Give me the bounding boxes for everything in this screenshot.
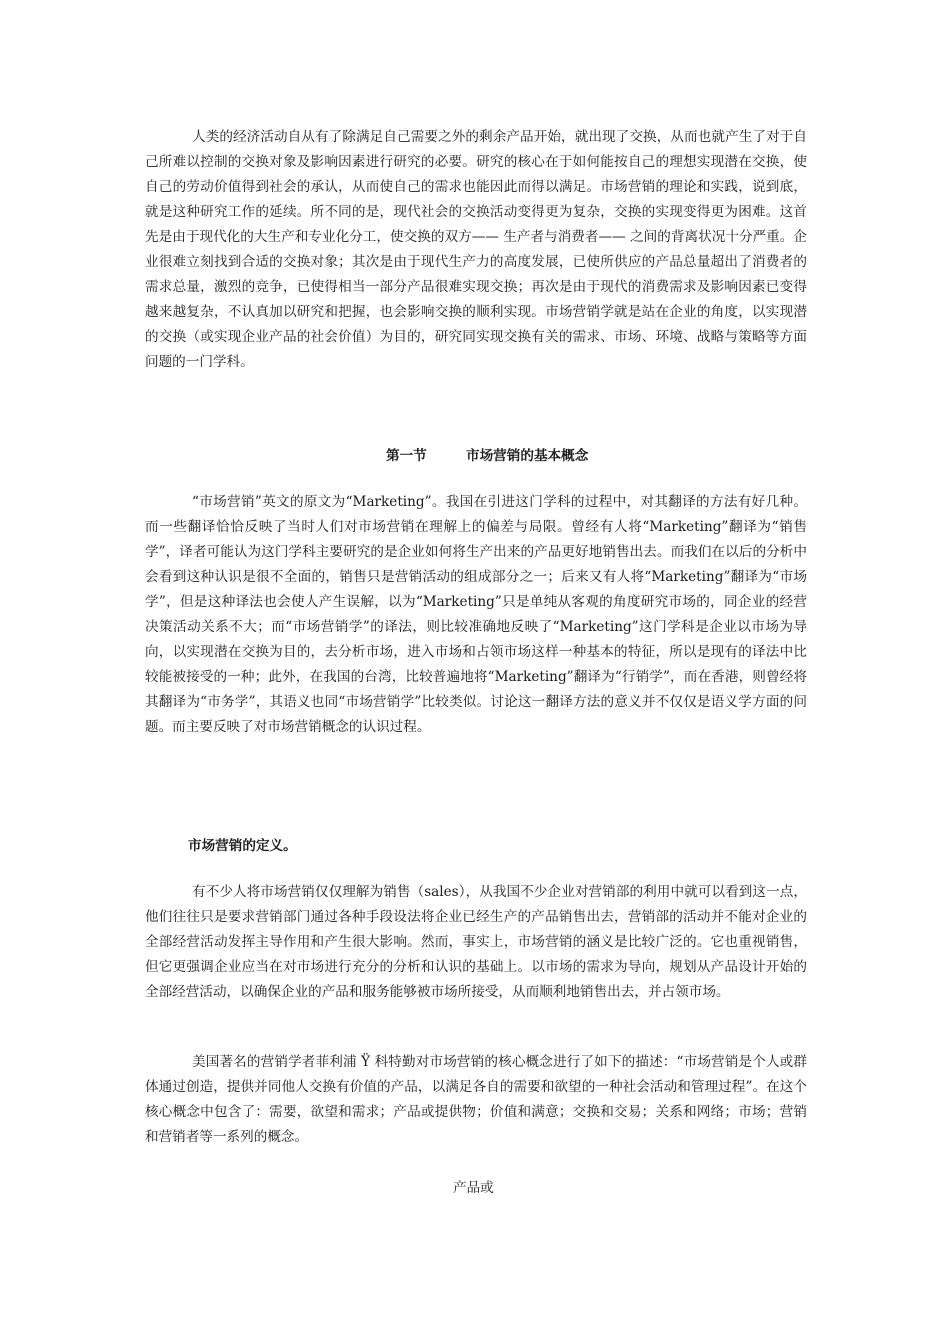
diagram-caption: 产品或 [453, 1180, 494, 1196]
translation-paragraph: “市场营销”英文的原文为“Marketing”。我国在引进这门学科的过程中，对其翻译的方法有好几种。而一些翻译恰恰反映了当时人们对市场营销在理解上的偏差与局限。曾经有人将“Marketing”翻译为“销售学”，译者可能认为这门学科主要研究的是企业如何将生产出来的产品更好地销售出去。而我们在以后的分析中会看到这种认识是很不全面的，销售只是营销活动的组成部分之一；后来又有人将“Marketing”翻译为“市场学”，但是这种译法也会使人产生误解，以为“Marketing”只是单纯从客观的角度研究市场的，同企业的经营决策活动关系不大；而“市场营销学”的译法，则比较准确地反映了“Marketing”这门学科是企业以市场为导向，以实现潜在交换为目的，去分析市场，进入市场和占领市场这样一种基本的特征，所以是现有的译法中比较能被接受的一种；此外，在我国的台湾，比较普遍地将“Marketing”翻译为“行销学”，而在香港，则曾经将其翻译为“市务学”，其语义也同“市场营销学”比较类似。讨论这一翻译方法的意义并不仅仅是语义学方面的问题。而主要反映了对市场营销概念的认识过程。 [145, 494, 807, 735]
section-title: 市场营销的基本概念 [466, 448, 589, 464]
definition-heading: 市场营销的定义。 [188, 838, 297, 854]
section-number: 第一节 [386, 448, 427, 464]
definition-paragraph: 有不少人将市场营销仅仅理解为销售（sales），从我国不少企业对营销部的利用中就可以看到这一点，他们往往只是要求营销部门通过各种手段设法将企业已经生产的产品销售出去，营销部的活动并不能对企业的全部经营活动发挥主导作用和产生很大影响。然而，事实上，市场营销的涵义是比较广泛的。它也重视销售，但它更强调企业应当在对市场进行充分的分析和认识的基础上。以市场的需求为导向，规划从产品设计开始的全部经营活动，以确保企业的产品和服务能够被市场所接受，从而顺利地销售出去，并占领市场。 [145, 884, 807, 1000]
intro-paragraph: 人类的经济活动自从有了除满足自己需要之外的剩余产品开始，就出现了交换，从而也就产生了对于自己所难以控制的交换对象及影响因素进行研究的必要。研究的核心在于如何能按自己的理想实现潜在交换，使自己的劳动价值得到社会的承认，从而使自己的需求也能因此而得以满足。市场营销的理论和实践，说到底，就是这种研究工作的延续。所不同的是，现代社会的交换活动变得更为复杂，交换的实现变得更为困难。这首先是由于现代化的大生产和专业化分工，使交换的双方—— 生产者与消费者—— 之间的背离状况十分严重。企业很难立刻找到合适的交换对象；其次是由于现代生产力的高度发展，已使所供应的产品总量超出了消费者的需求总量，激烈的竞争，已使得相当一部分产品很难实现交换；再次是由于现代的消费需求及影响因素已变得越来越复杂，不认真加以研究和把握，也会影响交换的顺利实现。市场营销学就是站在企业的角度，以实现潜的交换（或实现企业产品的社会价值）为目的，研究同实现交换有关的需求、市场、环境、战略与策略等方面问题的一门学科。 [145, 129, 807, 370]
kotler-paragraph: 美国著名的营销学者菲利浦 Ÿ 科特勤对市场营销的核心概念进行了如下的描述：“市场营销是个人或群体通过创造，提供并同他人交换有价值的产品，以满足各自的需要和欲望的一种社会活动和管理过程”。在这个核心概念中包含了：需要，欲望和需求；产品或提供物；价值和满意；交换和交易；关系和网络；市场；营销和营销者等一系列的概念。 [145, 1054, 807, 1145]
